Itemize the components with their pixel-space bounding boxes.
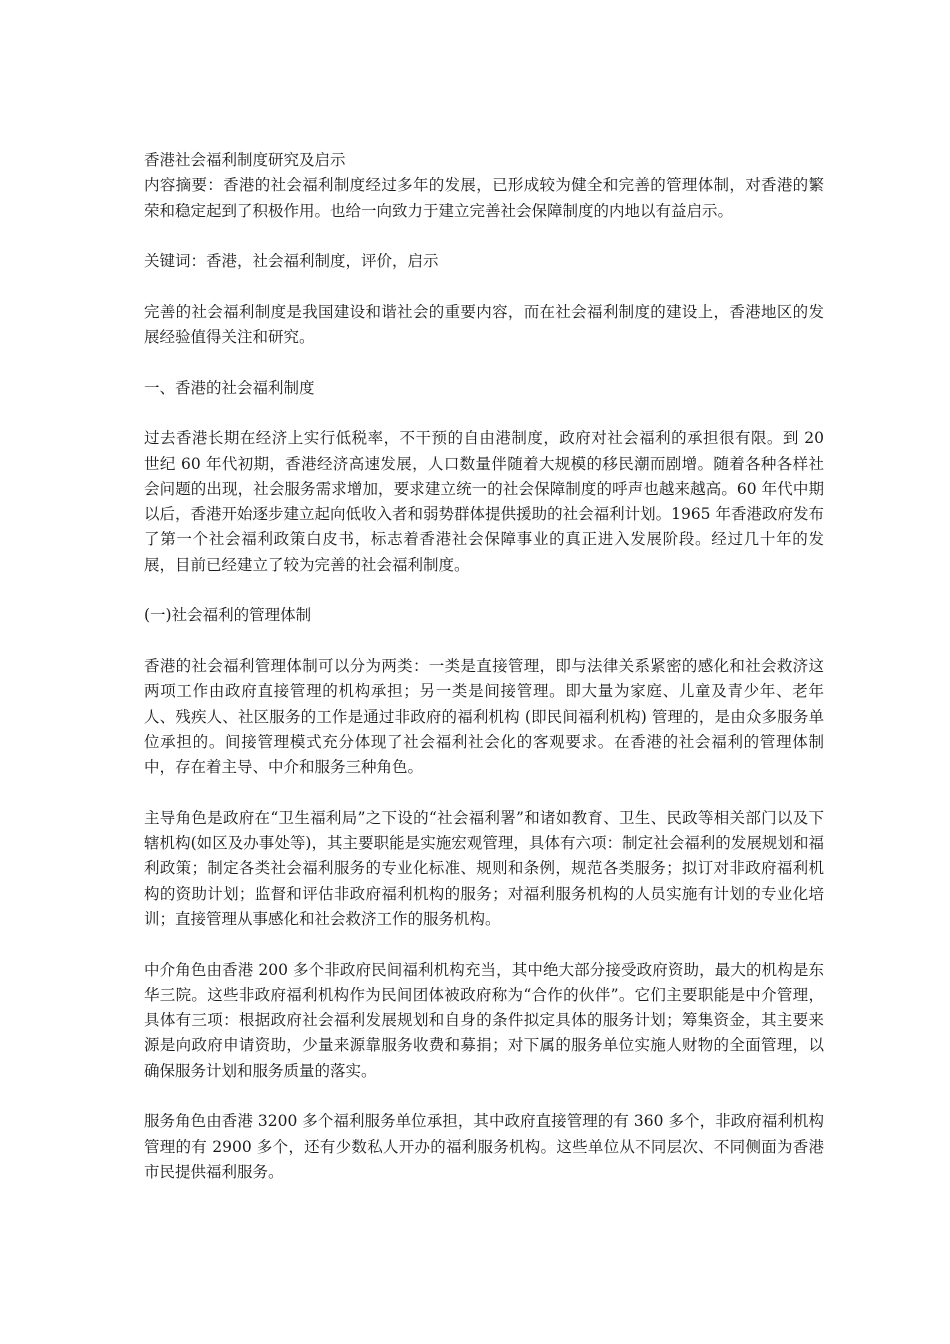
body-paragraph: 服务角色由香港 3200 多个福利服务单位承担，其中政府直接管理的有 360 多个，非政府福利机构管理的有 2900 多个，还有少数私人开办的福利服务机构。这些单位从不同层次、不同侧面为香港市民提供福利服务。	[144, 1112, 824, 1181]
paragraph-gap	[144, 629, 824, 654]
body-paragraph: 过去香港长期在经济上实行低税率，不干预的自由港制度，政府对社会福利的承担很有限。到 20 世纪 60 年代初期，香港经济高速发展，人口数量伴随着大规模的移民潮而剧增。随着各种各样社会问题的出现，社会服务需求增加，要求建立统一的社会保障制度的呼声也越来越高。60 年代中期以后，香港开始逐步建立起向低收入者和弱势群体提供援助的社会福利计划。1965 年香港政府发布了第一个社会福利政策白皮书，标志着香港社会保障事业的真正进入发展阶段。经过几十年的发展，目前已经建立了较为完善的社会福利制度。	[144, 429, 824, 574]
paragraph-gap	[144, 224, 824, 249]
paragraph-gap	[144, 780, 824, 805]
paragraph-gap	[144, 274, 824, 299]
document-page	[144, 148, 824, 1185]
body-paragraph: 香港的社会福利管理体制可以分为两类：一类是直接管理，即与法律关系紧密的感化和社会救济这两项工作由政府直接管理的机构承担；另一类是间接管理。即大量为家庭、儿童及青少年、老年人、残疾人、社区服务的工作是通过非政府的福利机构 (即民间福利机构) 管理的，是由众多服务单位承担的。间接管理模式充分体现了社会福利社会化的客观要求。在香港的社会福利的管理体制中，存在着主导、中介和服务三种角色。	[144, 656, 824, 777]
paragraph-gap	[144, 350, 824, 375]
body-paragraph: 主导角色是政府在“卫生福利局”之下设的“社会福利署”和诸如教育、卫生、民政等相关部门以及下辖机构(如区及办事处等)，其主要职能是实施宏观管理，具体有六项：制定社会福利的发展规划和福利政策；制定各类社会福利服务的专业化标准、规则和条例，规范各类服务；拟订对非政府福利机构的资助计划；监督和评估非政府福利机构的服务；对福利服务机构的人员实施有计划的专业化培训；直接管理从事感化和社会救济工作的服务机构。	[144, 808, 824, 928]
paragraph-gap	[144, 401, 824, 426]
section-heading: 一、香港的社会福利制度	[144, 378, 315, 397]
keywords-line: 关键词：香港，社会福利制度，评价，启示	[144, 252, 439, 271]
body-paragraph: 中介角色由香港 200 多个非政府民间福利机构充当，其中绝大部分接受政府资助，最大的机构是东华三院。这些非政府福利机构作为民间团体被政府称为“合作的伙伴”。它们主要职能是中介管理，具体有三项：根据政府社会福利发展规划和自身的条件拟定具体的服务计划；筹集资金，其主要来源是向政府申请资助，少量来源靠服务收费和募捐；对下属的服务单位实施人财物的全面管理，以确保服务计划和服务质量的落实。	[144, 960, 824, 1080]
document-title: 香港社会福利制度研究及启示	[144, 151, 346, 169]
paragraph-gap	[144, 578, 824, 603]
abstract-paragraph: 内容摘要：香港的社会福利制度经过多年的发展，已形成较为健全和完善的管理体制，对香港的繁荣和稳定起到了积极作用。也给一向致力于建立完善社会保障制度的内地以有益启示。	[144, 176, 824, 220]
intro-paragraph: 完善的社会福利制度是我国建设和谐社会的重要内容，而在社会福利制度的建设上，香港地区的发展经验值得关注和研究。	[144, 302, 824, 347]
subsection-heading: (一)社会福利的管理体制	[144, 606, 312, 625]
paragraph-gap	[144, 1084, 824, 1109]
paragraph-gap	[144, 932, 824, 957]
